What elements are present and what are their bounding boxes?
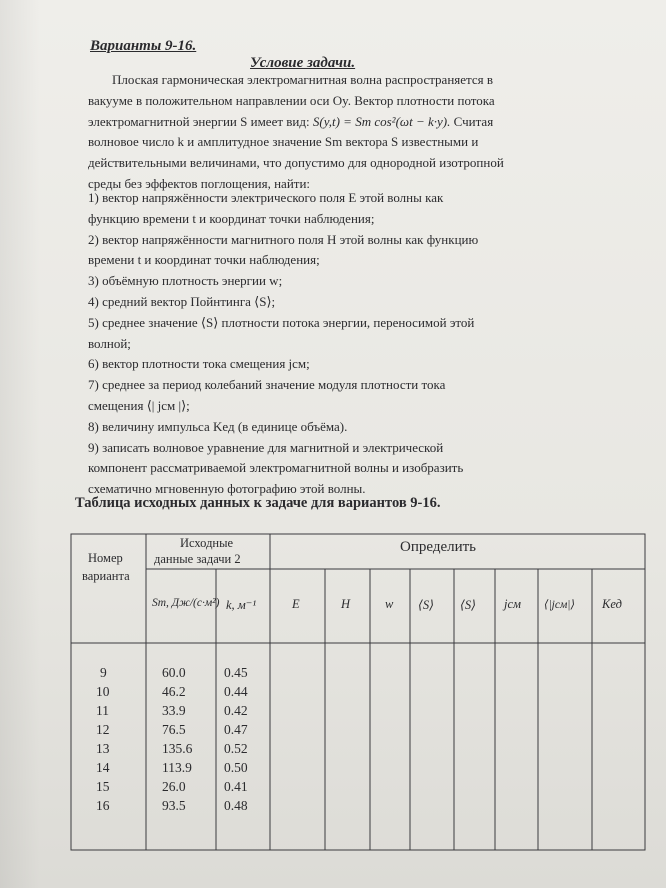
task-item: 8) величину импульса Kед (в единице объёма). xyxy=(88,418,348,434)
head-e: E xyxy=(292,597,300,611)
head-jdisp: jсм xyxy=(504,597,521,611)
intro-line: Плоская гармоническая электромагнитная волна распространяется в xyxy=(112,72,494,87)
variant-cell: 13 xyxy=(96,741,110,756)
task-item: 2) вектор напряжённости магнитного поля H этой волны как функцию xyxy=(88,231,479,247)
task-list xyxy=(88,188,628,500)
table-title: Таблица исходных данных к задаче для вариантов 9-16. xyxy=(75,495,441,511)
data-table xyxy=(70,533,648,853)
k-cell: 0.45 xyxy=(224,665,248,680)
head-variant-2: варианта xyxy=(82,569,130,583)
task-item: 7) среднее за период колебаний значение модуля плотности тока xyxy=(88,377,446,393)
intro-line: среды без эффектов поглощения, найти: xyxy=(88,175,311,191)
head-w: w xyxy=(385,597,394,611)
sm-cell: 60.0 xyxy=(162,665,186,680)
sm-cell: 33.9 xyxy=(162,703,186,718)
head-k-ed: Kед xyxy=(602,597,622,611)
variant-cell: 9 xyxy=(100,665,107,680)
poynting-formula: S(y,t) = Sm cos²(ωt − k·y). xyxy=(312,113,451,129)
k-cell: 0.50 xyxy=(224,760,248,775)
page-shadow xyxy=(0,0,40,888)
variants-heading: Варианты 9-16. xyxy=(90,38,197,54)
task-item: смещения ⟨| jсм |⟩; xyxy=(88,397,190,413)
problem-intro xyxy=(88,70,628,195)
sm-cell: 46.2 xyxy=(162,684,186,699)
task-item: 5) среднее значение ⟨S⟩ плотности потока энергии, переносимой этой xyxy=(88,314,475,330)
intro-line: вакууме в положительном направлении оси Oy. Вектор плотности потока xyxy=(88,92,495,108)
sm-cell: 93.5 xyxy=(162,798,186,813)
task-item: функцию времени t и координат точки наблюдения; xyxy=(88,210,375,226)
variant-cell: 11 xyxy=(96,703,109,718)
k-cell: 0.52 xyxy=(224,741,248,756)
k-cell: 0.42 xyxy=(224,703,248,718)
head-jdisp-avg: ⟨|jсм|⟩ xyxy=(544,599,575,611)
intro-text: электромагнитной энергии S имеет вид: xyxy=(88,113,310,129)
head-flux-avg: ⟨S⟩ xyxy=(460,598,477,612)
intro-line xyxy=(88,112,628,133)
sm-cell: 113.9 xyxy=(162,760,192,775)
task-item: 1) вектор напряжённости электрического поля E этой волны как xyxy=(88,190,444,205)
k-cell: 0.44 xyxy=(224,684,248,699)
head-sm: Sm, Дж/(с·м²) xyxy=(152,597,220,609)
variant-cell: 14 xyxy=(96,760,110,775)
head-variant-1: Номер xyxy=(88,551,123,565)
task-item: волной; xyxy=(88,335,131,351)
task-item: времени t и координат точки наблюдения; xyxy=(88,252,320,268)
head-k: k, м⁻¹ xyxy=(226,598,257,612)
task-item: 4) средний вектор Пойнтинга ⟨S⟩; xyxy=(88,293,276,309)
intro-line: действительными величинами, что допустимо для однородной изотропной xyxy=(88,155,504,171)
task-item: 9) записать волновое уравнение для магнитной и электрической xyxy=(88,439,444,455)
head-h: H xyxy=(341,597,351,611)
task-item: схематично мгновенную фотографию этой волны. xyxy=(88,481,366,497)
k-cell: 0.47 xyxy=(224,722,248,737)
variant-cell: 10 xyxy=(96,684,110,699)
intro-line: волновое число k и амплитудное значение Sm вектора S известными и xyxy=(88,134,479,150)
task-item: компонент рассматриваемой электромагнитной волны и изобразить xyxy=(88,460,464,476)
sm-cell: 135.6 xyxy=(162,741,193,756)
sm-cell: 26.0 xyxy=(162,779,186,794)
head-input-1: Исходные xyxy=(180,536,234,550)
variant-cell: 16 xyxy=(96,798,110,813)
k-cell: 0.48 xyxy=(224,798,248,813)
head-determine: Определить xyxy=(400,539,477,555)
problem-heading: Условие задачи. xyxy=(250,55,356,71)
task-item: 6) вектор плотности тока смещения jсм; xyxy=(88,356,310,372)
variant-cell: 15 xyxy=(96,779,110,794)
sm-cell: 76.5 xyxy=(162,722,186,737)
task-item: 3) объёмную плотность энергии w; xyxy=(88,273,283,289)
k-cell: 0.41 xyxy=(224,779,248,794)
intro-text: Считая xyxy=(453,113,494,129)
table-grid xyxy=(70,533,648,853)
variant-cell: 12 xyxy=(96,722,110,737)
head-poynting-avg: ⟨S⟩ xyxy=(418,598,435,612)
head-input-2: данные задачи 2 xyxy=(154,552,241,566)
